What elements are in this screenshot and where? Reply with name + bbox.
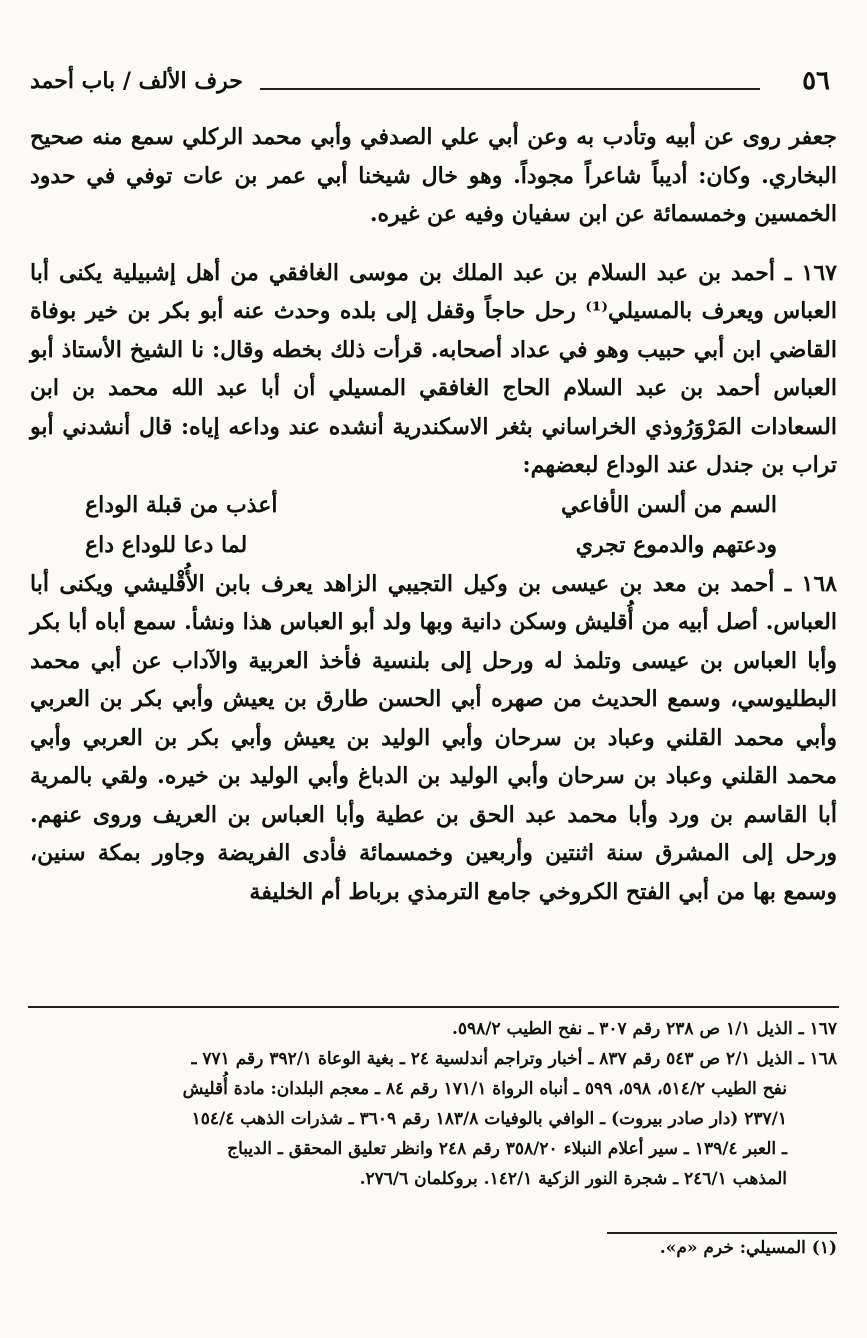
verse-line <box>30 525 837 565</box>
reference-line: ـ العبر ١٣٩/٤ ـ سير أعلام النبلاء ٣٥٨/٢٠ رقم ٢٤٨ وانظر تعليق المحقق ـ الديباج <box>227 1139 787 1159</box>
references-rule <box>28 1006 839 1008</box>
verse-line <box>30 485 837 525</box>
verse-hemistich: ودعتهم والدموع تجري <box>575 531 777 558</box>
reference-line: نفح الطيب ٥١٤/٢، ٥٩٨، ٥٩٩ ـ أنباه الرواة ١٧١/١ رقم ٨٤ ـ معجم البلدان: مادة أُقليش <box>182 1079 787 1099</box>
entry-167: ١٦٧ ـ أحمد بن عبد السلام بن عبد الملك بن موسى الغافقي من أهل إشبيلية يكنى أبا العباس ويعرف بالمسيلي⁽¹⁾ رحل حاجاً وقفل إلى بلده وحدث عنه أبو بكر بن خير بوفاة القاضي ابن أبي حبيب وهو في عداد أصحابه. قرأت ذلك بخطه وقال: نا الشيخ الأستاذ أبو العباس أحمد بن عبد السلام الحاج الغافقي المسيلي أن أبا عبد الله محمد بن ابن السعادات المَرْوَرُوذي الخراساني بثغر الاسكندرية أنشده عند وداعه إياه: قال أنشدني أبو تراب بن جندل عند الوداع لبعضهم: <box>30 259 837 478</box>
header-rule <box>260 88 760 90</box>
paragraph-gap <box>30 234 837 254</box>
reference-line: ١٦٧ ـ الذيل ١/١ ص ٢٣٨ رقم ٣٠٧ ـ نفح الطيب ٥٩٨/٢. <box>451 1019 837 1039</box>
verse-hemistich: أعذب من قبلة الوداع <box>85 491 278 518</box>
verse-hemistich: السم من ألسن الأفاعي <box>561 491 777 518</box>
running-title: حرف الألف / باب أحمد <box>30 68 243 94</box>
main-text <box>30 118 837 911</box>
references-block <box>30 1014 837 1194</box>
reference-line: ١٦٨ ـ الذيل ٢/١ ص ٥٤٣ رقم ٨٣٧ ـ أخبار وتراجم أندلسية ٢٤ ـ بغية الوعاة ٣٩٢/١ رقم ٧٧١ ـ <box>191 1049 837 1069</box>
footnote: (١) المسيلي: خرم «م». <box>659 1238 837 1258</box>
intro-paragraph: جعفر روى عن أبيه وتأدب به وعن أبي علي الصدفي وأبي محمد الركلي سمع منه صحيح البخاري. وكان: أديباً شاعراً مجوداً. وهو خال شيخنا أبي عمر بن عات توفي في حدود الخمسين وخمسمائة عن ابن سفيان وفيه عن غيره. <box>30 124 837 227</box>
reference-line: المذهب ٢٤٦/١ ـ شجرة النور الزكية ١٤٢/١. بروكلمان ٢٧٦/٦. <box>359 1169 787 1189</box>
page-number: ٥٦ <box>802 66 830 96</box>
footnote-rule <box>607 1232 837 1234</box>
entry-168: ١٦٨ ـ أحمد بن معد بن عيسى بن وكيل التجيبي الزاهد يعرف بابن الأُقْليشي ويكنى أبا العباس. أصل أبيه من أُقليش وسكن دانية وبها ولد أبو العباس هذا ونشأ. سمع أباه أبا بكر وأبا العباس بن عيسى وتلمذ له ورحل إلى بلنسية فأخذ العربية والآداب عن أبي محمد البطليوسي، وسمع الحديث من صهره أبي الحسن طارق بن يعيش وأبي بكر بن العربي وأبي محمد القلني وعباد بن سرحان وأبي الوليد بن يعيش وأبي بكر بن العربي وأبي محمد القلني وعباد بن سرحان وأبي الوليد بن الدباغ وأبي الوليد بن خيره. ولقي بالمرية أبا القاسم بن ورد وأبا محمد عبد الحق بن عطية وأبا العباس بن العريف وروى عنهم. ورحل إلى المشرق سنة اثنتين وأربعين وخمسمائة فأدى الفريضة وجاور بمكة سنين، وسمع بها من أبي الفتح الكروخي جامع الترمذي برباط أم الخليفة <box>30 570 838 905</box>
page-header <box>30 66 830 102</box>
verse-hemistich: لما دعا للوداع داع <box>85 531 248 558</box>
reference-line: ٢٣٧/١ (دار صادر بيروت) ـ الوافي بالوفيات ١٨٣/٨ رقم ٣٦٠٩ ـ شذرات الذهب ١٥٤/٤ <box>191 1109 787 1129</box>
